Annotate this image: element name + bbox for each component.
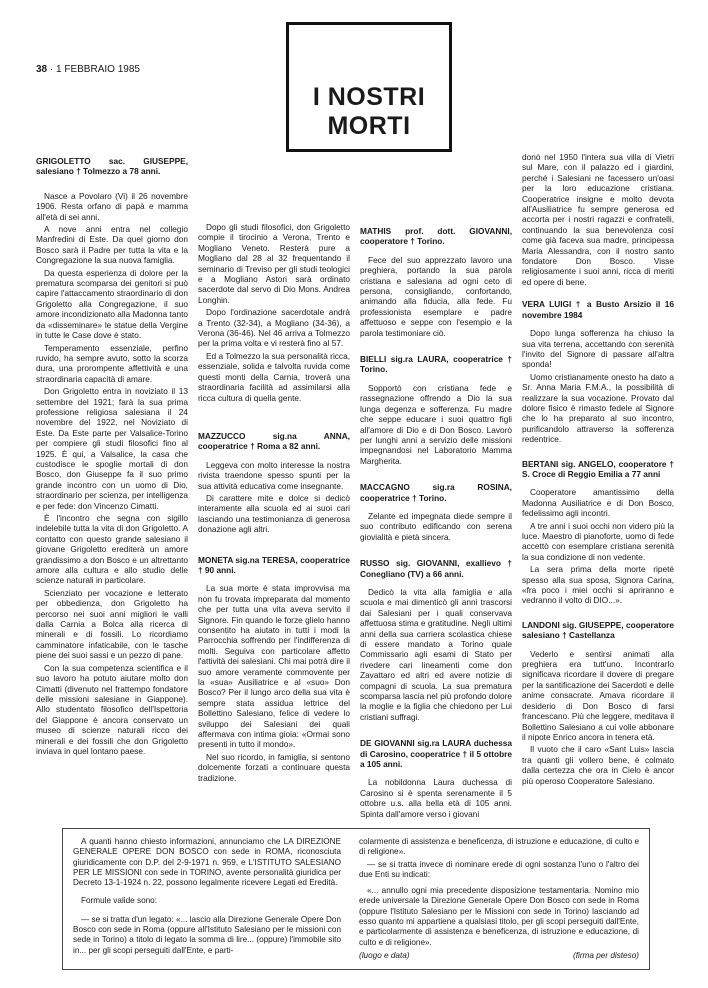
page-number: 38 <box>36 64 48 75</box>
paragraph: — se si tratta d'un legato: «... lascio alla Direzione Generale Opere Don Bosco con sede in Roma (oppure all'Istituto Salesiano per le missioni con sede in Torino) a titolo di legato la somma di lire... (oppure) l'immobile sito in... per gli scopi perseguiti dall'Ente, e parti- <box>73 914 341 955</box>
obituary-heading: BIELLI sig.ra LAURA, cooperatrice † Torino. <box>360 354 512 375</box>
paragraph: La sua morte è stata improvvisa ma non fu trovata impreparata dal momento che per tutta una vita aveva servito il Signore. Fin quando le forze glielo hanno consentito ha aiutato in tutti i modi la Parrocchia soffrendo per l'indifferenza di molti. Seguiva con particolare affetto l'attività dei salesiani. Chi mai potrà dire il suo amore veramente commovente per la «sua» Ausiliatrice e al «suo» Don Bosco? Per il lungo arco della sua vita è sempre stata assidua lettrice del Bollettino Salesiano, felice di vedere lo sviluppo dei Salesiani dei quali affermava con intima gioia: «Ormai sono presenti in tutto il mondo». <box>198 583 350 750</box>
paragraph: Don Grigoletto entra in noviziato il 13 settembre del 1921; farà la sua prima professione religiosa salesiana il 24 novembre del 1922, nel Noviziato di Este. Da Este parte per Valsalice-Torino per compiere gli studi filosofici fino al 1925. È qui, a Valsalice, la casa che custodisce le spoglie mortali di don Bosco, don Giuseppe fa il suo primo grande incontro con un uomo di Dio, straordinario per scienza, per intelligenza e per fede: don Vincenzo Cimatti. <box>36 386 188 511</box>
notice-right-column <box>359 837 639 961</box>
column-3 <box>360 222 512 821</box>
title-line-1: I NOSTRI <box>312 83 426 111</box>
paragraph: Nasce a Povolaro (Vi) il 26 novembre 1906. Resta orfano di papà e mamma all'età di sei anni. <box>36 190 188 222</box>
obituary-heading: MATHIS prof. dott. GIOVANNI, cooperatore † Torino. <box>360 226 512 247</box>
paragraph: — se si tratta invece di nominare erede di ogni sostanza l'uno o l'altro dei due Enti su indicati: <box>359 859 639 879</box>
column-2 <box>198 222 350 785</box>
column-1 <box>36 152 188 758</box>
obituary-heading: LANDONI sig. GIUSEPPE, cooperatore salesiano † Castellanza <box>522 619 674 641</box>
paragraph: Il vuoto che il caro «Sant Luis» lascia tra quanti gli vollero bene, è colmato dalla certezza che ora in Cielo è ancor più operoso Cooperatore Salesiano. <box>522 744 674 786</box>
signature-label: (firma per disteso) <box>573 950 639 960</box>
obituary-heading: VERA LUIGI † a Busto Arsizio il 16 novembre 1984 <box>522 299 674 320</box>
notice-left-column <box>73 837 341 958</box>
paragraph: A nove anni entra nel collegio Manfredini di Este. Da quel giorno don Bosco sarà il Padre per tutta la vita e la Congregazione la sua nuova famiglia. <box>36 224 188 266</box>
paragraph: Temperamento essenziale, perfino ruvido, ha sempre avuto, sotto la scorza dura, una prorompente affettività e una straordinaria capacità di amare. <box>36 342 188 384</box>
paragraph: Uomo cristianamente onesto ha dato a Sr. Anna Maria F.M.A., la possibilità di realizzare la sua vocazione. Provato dal dolore fisico è rimasto fedele al Signore che lo ha preparato al suo incontro, purificandolo attraverso la sofferenza redentrice. <box>522 371 674 445</box>
paragraph: La nobildonna Laura duchessa di Carosino si è spenta serenamente il 5 ottobre u.s. alla bella età di 105 anni. Spinta dall'amore verso i giovani <box>360 777 512 819</box>
paragraph: Leggeva con molto interesse la nostra rivista traendone spesso spunti per la sua attività educativa come insegnante. <box>198 459 350 491</box>
paragraph: Cooperatore amantissimo della Madonna Ausiliatrice e di Don Bosco, fedelissimo agli incontri. <box>522 487 674 519</box>
paragraph: Ed a Tolmezzo la sua personalità ricca, essenziale, solida e talvolta ruvida come questi monti della Carnia, troverà una straordinaria facilità ad assimilarsi alla ricca cultura di quella gente. <box>198 350 350 403</box>
paragraph: Zelante ed impegnata diede sempre il suo contributo edificando con serena giovialità e pietà sincera. <box>360 510 512 542</box>
paragraph: Con la sua competenza scientifica e il suo lavoro ha potuto aiutare molto don Cimatti (divenuto nel frattempo fondatore delle missioni salesiane in Giappone). Allo studentato filosofico dell'Ispettoria del Giappone è ancora conservato un museo di scienze naturali ricco dei minerali e dei fossili che don Grigoletto inviava in quel lontano paese. <box>36 662 188 756</box>
column-4 <box>522 152 674 788</box>
paragraph: Da questa esperienza di dolore per la prematura scomparsa dei genitori si può capire l'attaccamento straordinario di don Grigoletto alla Congregazione, il suo amore incondizionato alla Madonna tanto da «disseminare» le statue della Vergine in tutte le Case dove è stato. <box>36 267 188 341</box>
paragraph: La sera prima della morte ripeté spesso alla sua sposa, Signora Carina, «fra poco i miei occhi si apriranno e vedranno il volto di DIO...». <box>522 564 674 606</box>
title-line-2: MORTI <box>327 112 411 140</box>
paragraph: Sopportò con cristiana fede e rassegnazione offrendo a Dio la sua lunga degenza e sofferenza. Fu madre che seppe educare i suoi quattro figli all'amore di Dio e di Don Bosco. Lavorò per lunghi anni a servizio delle missioni impegnandosi nel Laboratorio Mamma Margherita. <box>360 382 512 466</box>
obituary-heading: BERTANI sig. ANGELO, cooperatore † S. Croce di Reggio Emilia a 77 anni <box>522 458 674 479</box>
page-title <box>313 83 425 141</box>
paragraph: Fece del suo apprezzato lavoro una preghiera, portando la sua parola cristiana e salesiana ad ogni ceto di persona, consigliando, confortando, animando alla fiducia, alla fede. Fu professionista esemplare e padre affettuoso e seppe con l'esempio e la parola testimoniare ciò. <box>360 254 512 338</box>
obituary-heading: MACCAGNO sig.ra ROSINA, cooperatrice † Torino. <box>360 482 512 503</box>
paragraph: A quanti hanno chiesto informazioni, annunciamo che LA DIREZIONE GENERALE OPERE DON BOSCO con sede in ROMA, riconosciuta giuridicamente con D.P. del 2-9-1971 n. 959, e L'ISTITUTO SALESIANO PER LE MISSIONI con sede in TORINO, avente personalità giuridica per Decreto 13-1-1924 n. 22, possono legalmente ricevere Legati ed Eredità. <box>73 837 341 888</box>
paragraph: donò nel 1950 l'intera sua villa di Vietri sul Mare, con il palazzo ed i giardini, perché i Salesiani ne facessero un'oasi per la loro educazione cristiana. Cooperatrice insigne e molto devota all'Ausiliatrice fu sempre generosa ed accorta per i nostri ragazzi e confratelli, continuando la sua benevolenza così come già faceva sua madre, principessa Maria Alessandra, con il nostro santo fondatore Don Bosco. Visse religiosamente i suoi anni, ricca di meriti ed opere di bene. <box>522 152 674 287</box>
paragraph: colarmente di assistenza e beneficenza, di istruzione e educazione, di culto e di religione». <box>359 837 639 857</box>
paragraph: Dopo l'ordinazione sacerdotale andrà a Trento (32-34), a Mogliano (34-36), a Verona (36-46). Nel 46 arriva a Tolmezzo per la prima volta e vi resterà fino al 57. <box>198 307 350 349</box>
issue-date: 1 FEBBRAIO 1985 <box>56 64 140 75</box>
paragraph: Nel suo ricordo, in famiglia, si sentono dolcemente forzati a continuare questa tradizione. <box>198 751 350 783</box>
paragraph: A tre anni i suoi occhi non videro più la luce. Maestro di pianoforte, uomo di fede accettò con esemplare cristiana serenità la sua condizione di non vedente. <box>522 520 674 562</box>
separator-icon: · <box>49 64 57 75</box>
paragraph: Di carattere mite e dolce si dedicò interamente alla scuola ed ai suoi cari lasciando una testimonianza di generosa donazione agli altri. <box>198 492 350 535</box>
paragraph: Dopo lunga sofferenza ha chiuso la sua vita terrena, accettando con serenità l'invito del Signore di passare all'altra sponda! <box>522 328 674 370</box>
obituary-heading: MAZZUCCO sig.na ANNA, cooperatrice † Roma a 82 anni. <box>198 430 350 452</box>
page-header <box>36 64 140 75</box>
paragraph: «... annullo ogni mia precedente disposizione testamentaria. Nomino mio erede universale la Direzione Generale Opere Don Bosco con sede in Roma (oppure l'Istituto Salesiano per le Missioni con sede in Torino) lasciando ad esso quanto mi appartiene a qualsiasi titolo, per gli scopi perseguiti dall'Ente, e particolarmente di assistenza e beneficenza, di istruzione e educazione, di culto e di religione». <box>359 886 639 947</box>
obituary-heading: GRIGOLETTO sac. GIUSEPPE, salesiano † Tolmezzo a 78 anni. <box>36 156 188 177</box>
obituary-heading: RUSSO sig. GIOVANNI, exallievo † Conegliano (TV) a 66 anni. <box>360 558 512 579</box>
legacy-notice-box <box>62 828 650 970</box>
paragraph: Dedicò la vita alla famiglia e alla scuola e mai dimenticò gli anni trascorsi dai Salesiani per i quali conservava affettuosa stima e gratitudine. Negli ultimi anni della sua carriera scolastica chiese di essere mandato a Torino quale Commissario agli esami di Stato per rivedere cari lineamenti come don Zavattaro ed altri ed avere notizie di compagni di scuola. La sua prematura scomparsa lascia nel più profondo dolore la moglie e la figlia che chiedono per Lui cristiani suffragi. <box>360 586 512 722</box>
paragraph: Dopo gli studi filosofici, don Grigoletto compie il tirocinio a Verona, Trento e Mogliano Veneto. Resterà pure a Mogliano dal 28 al 32 frequentando il seminario di Treviso per gli studi teologici e a Mogliano Astori sarà ordinato sacerdote dal servo di Dio Mons. Andrea Longhin. <box>198 222 350 305</box>
obituary-heading: MONETA sig.na TERESA, cooperatrice † 90 anni. <box>198 554 350 575</box>
paragraph: Scienziato per vocazione e letterato per obbedienza, don Grigoletto ha percorso nei suoi anni migliori le valli dalla Carnia a Bolca alla ricerca di minerali e di fossili. Lo ricordiamo camminatore infaticabile, con le tasche piene dei suoi sassi e un pezzo di pane. <box>36 587 188 661</box>
paragraph: Vederlo e sentirsi animati alla preghiera era tutt'uno. Incontrarlo significava ricordare il dovere di pregare per la santificazione dei Sacerdoti e delle anime consacrate. Amava ricordare il desiderio di Don Bosco di farsi francescano. Più che leggere, meditava il Bollettino Salesiano a cui volle abbonare il nipote Enrico ancora in tenera età. <box>522 648 674 742</box>
title-box <box>286 22 452 152</box>
paragraph: È l'incontro che segna con sigillo indelebile tutta la vita di don Grigoletto. A contatto con questo grande salesiano il giovane Grigoletto erediterà un amore grandissimo a don Bosco e un altrettanto amore alla cultura e allo studio delle scienze naturali in particolare. <box>36 513 188 586</box>
place-date-label: (luogo e data) <box>359 950 410 960</box>
obituary-heading: DE GIOVANNI sig.ra LAURA duchessa di Carosino, cooperatrice † il 5 ottobre a 105 anni. <box>360 738 512 770</box>
paragraph: Formule valide sono: <box>81 896 157 906</box>
